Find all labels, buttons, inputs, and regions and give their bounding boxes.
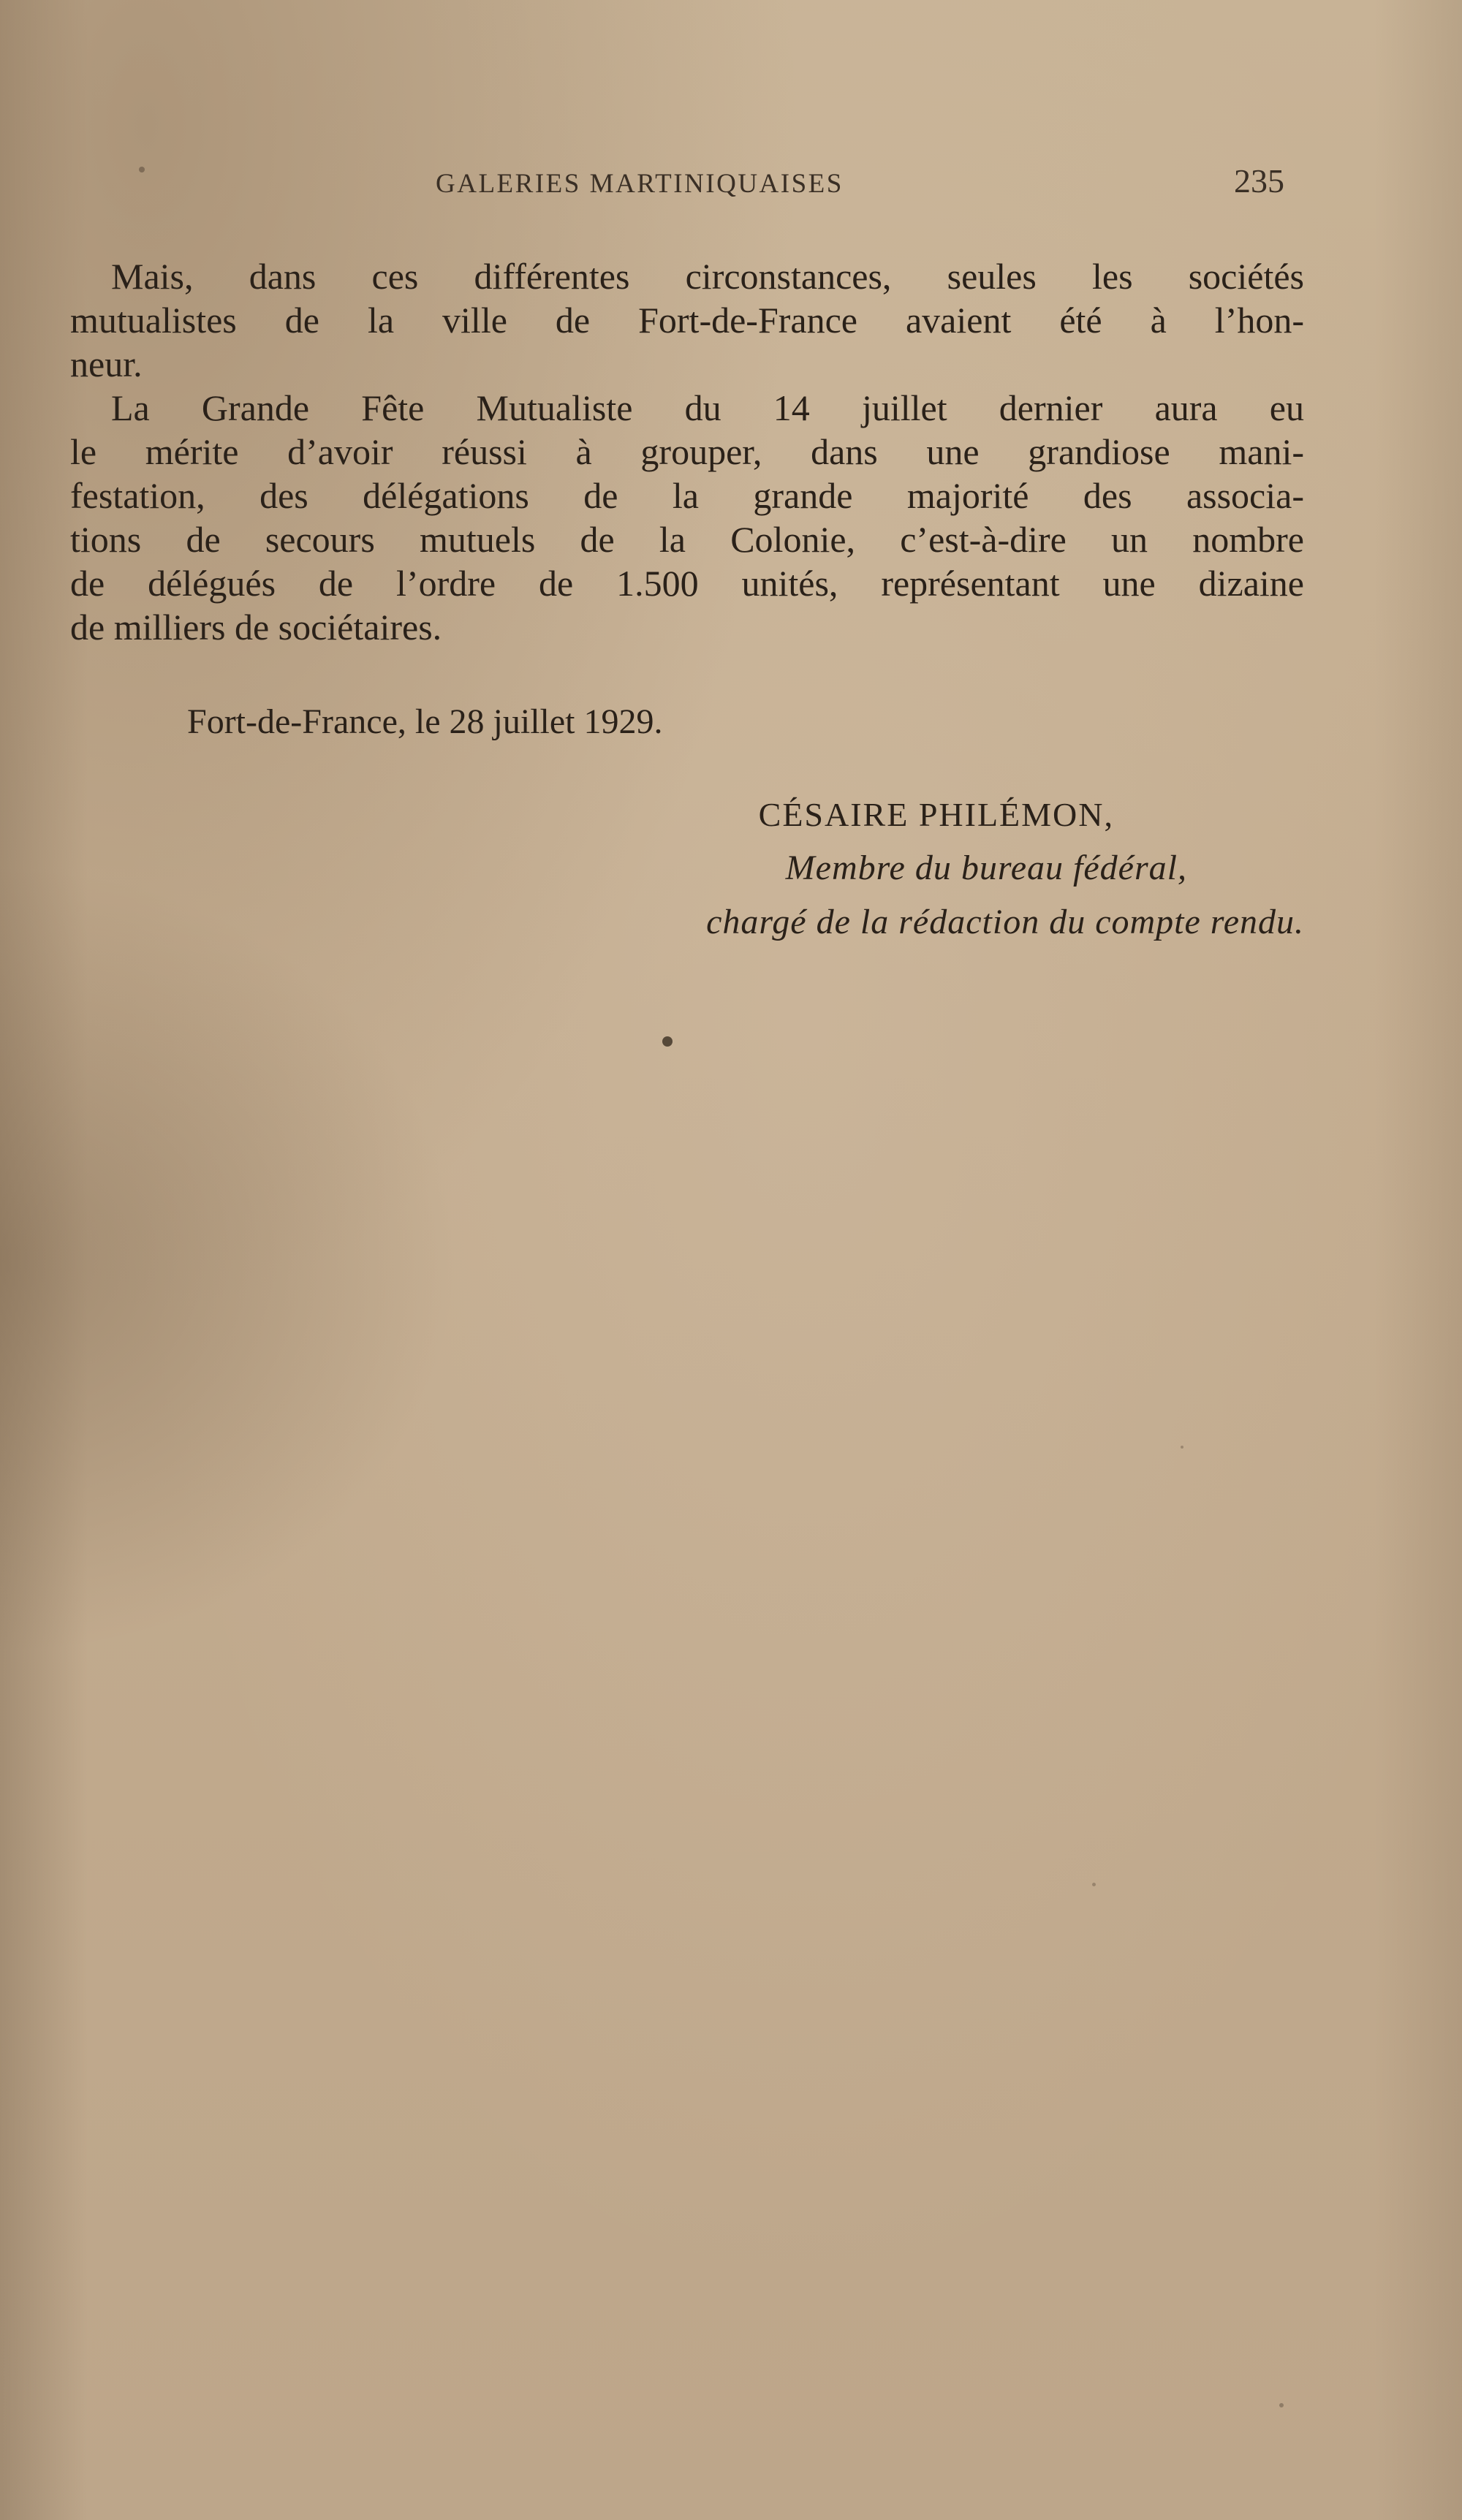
body-line: festation, des délégations de la grande majorité des associa-	[70, 475, 1304, 516]
body-line: de délégués de l’ordre de 1.500 unités, représentant une dizaine	[70, 563, 1304, 604]
ink-speck	[1092, 1883, 1096, 1886]
ink-speck	[662, 1036, 673, 1047]
ink-speck	[1279, 2403, 1284, 2407]
body-line: La Grande Fête Mutualiste du 14 juillet dernier aura eu	[111, 387, 1304, 428]
body-line: de milliers de sociétaires.	[70, 607, 442, 648]
body-text	[70, 254, 1304, 649]
body-line: neur.	[70, 344, 143, 384]
signature-role-2: chargé de la rédaction du compte rendu.	[706, 903, 1304, 941]
body-line: Mais, dans ces différentes circonstances, seules les sociétés	[111, 256, 1304, 297]
dateline: Fort-de-France, le 28 juillet 1929.	[187, 702, 663, 741]
signature-role-1: Membre du bureau fédéral,	[785, 849, 1187, 887]
body-line: le mérite d’avoir réussi à grouper, dans une grandiose mani-	[70, 431, 1304, 472]
ink-speck	[1181, 1446, 1183, 1449]
ink-speck	[139, 167, 145, 172]
page-number: 235	[1234, 162, 1284, 200]
running-title: GALERIES MARTINIQUAISES	[436, 169, 844, 199]
running-head	[0, 162, 1462, 206]
signature-name: CÉSAIRE PHILÉMON,	[758, 796, 1114, 833]
body-line: tions de secours mutuels de la Colonie, c’est-à-dire un nombre	[70, 519, 1304, 560]
body-line: mutualistes de la ville de Fort-de-France avaient été à l’hon-	[70, 300, 1304, 341]
